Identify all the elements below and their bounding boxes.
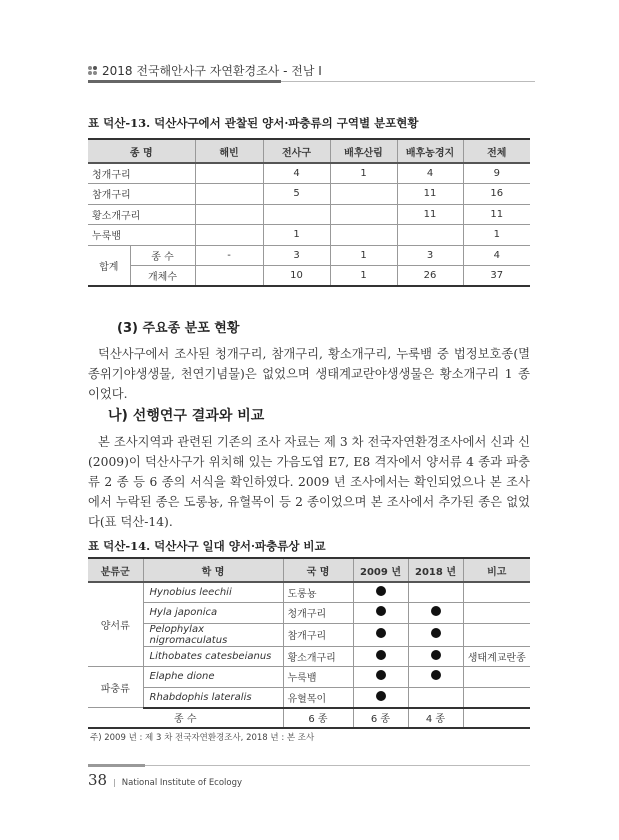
cell: 10 xyxy=(263,266,330,287)
presence-2009 xyxy=(353,582,408,603)
footer-rule-thin xyxy=(145,765,530,766)
table-row xyxy=(88,225,530,246)
total-label: 종 수 xyxy=(88,708,283,729)
cell: 4 xyxy=(463,245,530,266)
note xyxy=(463,667,530,688)
presence-2009 xyxy=(353,646,408,667)
cell: 26 xyxy=(397,266,463,287)
species-name: 참개구리 xyxy=(88,184,195,205)
table-row xyxy=(88,163,530,184)
table-row xyxy=(88,245,530,266)
korean-name: 청개구리 xyxy=(283,603,353,624)
cell xyxy=(195,163,263,184)
korean-name: 누룩뱀 xyxy=(283,667,353,688)
cell: 37 xyxy=(463,266,530,287)
paragraph: 덕산사구에서 조사된 청개구리, 참개구리, 황소개구리, 누룩뱀 중 법정보호종(멸종위기야생생물, 천연기념물)은 없었으며 생태계교란야생생물은 황소개구리 1 종이었다. xyxy=(88,347,530,401)
paragraph: 본 조사지역과 관련된 기존의 조사 자료는 제 3 차 전국자연환경조사에서 신과 신(2009)이 덕산사구가 위치해 있는 가음도엽 E7, E8 격자에서 양서류 4 종과 파충류 2 종 등 6 종의 서식을 확인하였다. 2009 년 조사에서는 확인되었으나 본 조사에서 누락된 종은 도롱뇽, 유혈목이 등 2 종이었으며 본 조사에서 추가된 종은 없었다(표 덕산-14). xyxy=(88,435,530,529)
col-header: 전사구 xyxy=(263,139,330,163)
filled-circle-icon xyxy=(431,650,441,660)
header-rule-thin xyxy=(281,81,535,82)
filled-circle-icon xyxy=(376,586,386,596)
scientific-name: Rhabdophis lateralis xyxy=(143,687,283,708)
table-row xyxy=(88,687,530,708)
total-label: 합계 xyxy=(88,245,130,286)
page-number: 38 xyxy=(88,771,108,789)
cell: 9 xyxy=(463,163,530,184)
cell: 11 xyxy=(463,204,530,225)
note: 생태계교란종 xyxy=(463,646,530,667)
note xyxy=(463,582,530,603)
cell: 4 xyxy=(397,163,463,184)
filled-circle-icon xyxy=(431,670,441,680)
cell: 16 xyxy=(463,184,530,205)
org-name: National Institute of Ecology xyxy=(121,778,243,788)
presence-2018 xyxy=(408,582,463,603)
species-name: 황소개구리 xyxy=(88,204,195,225)
cell: 1 xyxy=(263,225,330,246)
filled-circle-icon xyxy=(376,670,386,680)
table-row xyxy=(88,667,530,688)
footer-rule xyxy=(88,764,145,767)
table-row xyxy=(88,623,530,646)
cell: 1 xyxy=(330,245,397,266)
cell xyxy=(263,204,330,225)
col-header: 학 명 xyxy=(143,558,283,582)
col-header: 종 명 xyxy=(88,139,195,163)
presence-2018 xyxy=(408,687,463,708)
cell xyxy=(195,204,263,225)
col-header: 비고 xyxy=(463,558,530,582)
note xyxy=(463,623,530,646)
table-row xyxy=(88,646,530,667)
cell: 11 xyxy=(397,184,463,205)
filled-circle-icon xyxy=(431,628,441,638)
presence-2018 xyxy=(408,623,463,646)
col-header: 2018 년 xyxy=(408,558,463,582)
cell xyxy=(195,266,263,287)
group-name: 파충류 xyxy=(88,667,143,708)
cell: - xyxy=(195,245,263,266)
col-header: 배후농경지 xyxy=(397,139,463,163)
table-row xyxy=(88,204,530,225)
section-heading: (3) 주요종 분포 현황 xyxy=(117,321,240,336)
scientific-name: Hyla japonica xyxy=(143,603,283,624)
col-header: 분류군 xyxy=(88,558,143,582)
col-header: 전체 xyxy=(463,139,530,163)
cell xyxy=(195,225,263,246)
header-title: 2018 전국해안사구 자연환경조사 - 전남 Ⅰ xyxy=(102,64,322,78)
cell xyxy=(195,184,263,205)
cell: 1 xyxy=(330,163,397,184)
table-row xyxy=(88,603,530,624)
cell xyxy=(330,184,397,205)
col-header: 국 명 xyxy=(283,558,353,582)
presence-2009 xyxy=(353,623,408,646)
species-name: 청개구리 xyxy=(88,163,195,184)
korean-name: 황소개구리 xyxy=(283,646,353,667)
col-header: 해빈 xyxy=(195,139,263,163)
col-header: 2009 년 xyxy=(353,558,408,582)
presence-2009 xyxy=(353,603,408,624)
cell: 6 종 xyxy=(283,708,353,729)
cell xyxy=(397,225,463,246)
presence-2018 xyxy=(408,667,463,688)
presence-2018 xyxy=(408,603,463,624)
total-row-label: 종 수 xyxy=(130,245,195,266)
filled-circle-icon xyxy=(376,691,386,701)
bullet-dots-icon xyxy=(88,66,97,75)
cell xyxy=(463,708,530,729)
total-row-label: 개체수 xyxy=(130,266,195,287)
scientific-name: Pelophylax nigromaculatus xyxy=(143,623,283,646)
presence-2009 xyxy=(353,687,408,708)
cell: 11 xyxy=(397,204,463,225)
scientific-name: Elaphe dione xyxy=(143,667,283,688)
table-row xyxy=(88,184,530,205)
cell: 4 종 xyxy=(408,708,463,729)
scientific-name: Hynobius leechii xyxy=(143,582,283,603)
separator: | xyxy=(113,778,116,787)
species-name: 누룩뱀 xyxy=(88,225,195,246)
page-footer xyxy=(88,771,242,789)
cell: 6 종 xyxy=(353,708,408,729)
korean-name: 유혈목이 xyxy=(283,687,353,708)
note xyxy=(463,687,530,708)
korean-name: 도롱뇽 xyxy=(283,582,353,603)
cell: 1 xyxy=(463,225,530,246)
filled-circle-icon xyxy=(376,628,386,638)
col-header: 배후산림 xyxy=(330,139,397,163)
cell: 3 xyxy=(263,245,330,266)
presence-2018 xyxy=(408,646,463,667)
footnote: 주) 2009 년 : 제 3 차 전국자연환경조사, 2018 년 : 본 조사 xyxy=(90,733,315,743)
table-row xyxy=(88,582,530,603)
presence-2009 xyxy=(353,667,408,688)
korean-name: 참개구리 xyxy=(283,623,353,646)
filled-circle-icon xyxy=(376,650,386,660)
table1-caption: 표 덕산-13. 덕산사구에서 관찰된 양서·파충류의 구역별 분포현황 xyxy=(88,116,419,130)
note xyxy=(463,603,530,624)
cell: 3 xyxy=(397,245,463,266)
header-rule xyxy=(88,80,281,83)
table-row xyxy=(88,266,530,287)
cell xyxy=(330,225,397,246)
cell: 4 xyxy=(263,163,330,184)
cell: 5 xyxy=(263,184,330,205)
cell: 1 xyxy=(330,266,397,287)
section-heading: 나) 선행연구 결과와 비교 xyxy=(108,408,265,424)
filled-circle-icon xyxy=(431,606,441,616)
group-name: 양서류 xyxy=(88,582,143,667)
table1 xyxy=(88,138,530,287)
total-row xyxy=(88,708,530,729)
running-header xyxy=(88,62,322,79)
table2 xyxy=(88,557,530,729)
table2-caption: 표 덕산-14. 덕산사구 일대 양서·파충류상 비교 xyxy=(88,539,326,553)
scientific-name: Lithobates catesbeianus xyxy=(143,646,283,667)
cell xyxy=(330,204,397,225)
filled-circle-icon xyxy=(376,606,386,616)
